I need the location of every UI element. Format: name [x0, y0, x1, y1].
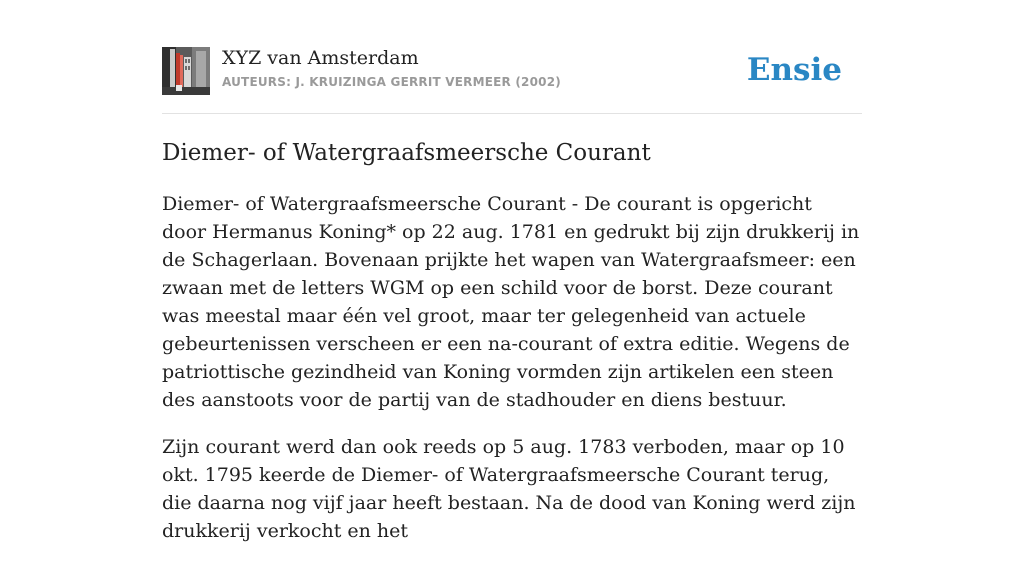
header-divider [162, 113, 862, 114]
article-paragraph: Diemer- of Watergraafsmeersche Courant - De courant is opgericht door Hermanus Koning* op 22 aug. 1781 en gedrukt bij zijn drukkerij in de Schagerlaan. Bovenaan prijkte het wapen van Watergraafsmeer: een zwaan met de letters WGM op een schild voor de borst. Deze courant was meestal maar één vel groot, maar ter gelegenheid van actuele gebeurtenissen verscheen er een na-courant of extra editie. Wegens de patriottische gezindheid van Koning vormden zijn artikelen een steen des aanstoots voor de partij van de stadhouder en diens bestuur. [162, 193, 860, 411]
source-authors: AUTEURS: J. KRUIZINGA GERRIT VERMEER (2002) [222, 75, 561, 89]
ensie-logo[interactable]: Ensie [746, 52, 842, 88]
source-title[interactable]: XYZ van Amsterdam [222, 47, 419, 69]
article-title: Diemer- of Watergraafsmeersche Courant [162, 140, 651, 166]
book-cover-image [162, 47, 210, 95]
source-header [162, 46, 862, 96]
article-body [162, 190, 862, 564]
article-paragraph: Zijn courant werd dan ook reeds op 5 aug. 1783 verboden, maar op 10 okt. 1795 keerde de Diemer- of Watergraafsmeersche Courant terug, die daarna nog vijf jaar heeft bestaan. Na de dood van Koning werd zijn drukkerij verkocht en het [162, 436, 856, 542]
source-avatar[interactable] [162, 47, 210, 95]
